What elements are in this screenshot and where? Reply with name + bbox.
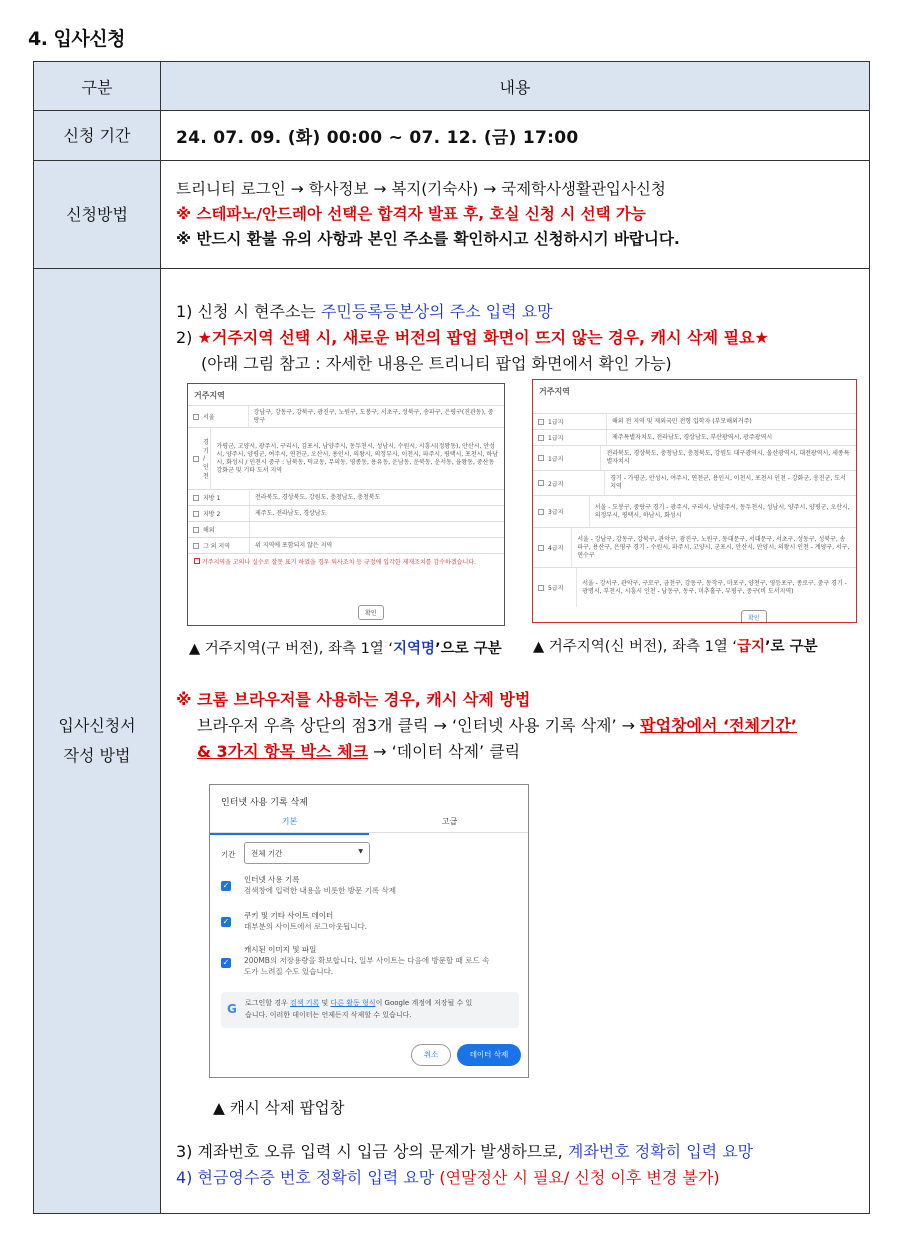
option-history: 인터넷 사용 기록 검색창에 입력한 내용을 비롯한 방문 기록 삭제 [244, 875, 396, 895]
instruction-1: 1) 신청 시 현주소는 주민등록등본상의 주소 입력 요망 [176, 302, 553, 321]
table-row: 4급지 서울 - 강남구, 강동구, 강북구, 관악구, 광진구, 노원구, 동대문구, 서대문구, 서초구, 성동구, 성북구, 송파구, 용산구, 은평구 경기 - 수원시, 파주시, 고양시, 군포시, 안산시, 안양시, 의왕시 인천 - 계양구, 서구, 연수구 [533, 527, 856, 567]
old-shot-warning: 거주지역을 고의나 실수로 잘못 표기 하였을 경우 퇴사조치 등 규정에 입각한 제재조치를 감수하겠습니다. [188, 553, 504, 569]
tab-advanced: 고급 [441, 817, 458, 826]
form-content [161, 269, 869, 1213]
instruction-2-note: (아래 그림 참고 : 자세한 내용은 트리니티 팝업 화면에서 확인 가능) [201, 354, 672, 373]
application-table [33, 61, 870, 1214]
section-title: 4. 입사신청 [28, 28, 125, 50]
cache-warning: ★거주지역 선택 시, 새로운 버전의 팝업 화면이 뜨지 않는 경우, 캐시 삭제 필요★ [197, 328, 769, 347]
table-row: 1급지 전라북도, 경상북도, 충청남도, 충청북도, 강원도 대구광역시, 울산광역시, 대전광역시, 세종특별자치시 [533, 445, 856, 470]
checkbox-icon [193, 456, 199, 462]
table-row: 지방 2 제주도, 전라남도, 경상남도 [188, 505, 504, 521]
option-cookies: 쿠키 및 기타 사이트 데이터 대부분의 사이트에서 로그아웃됩니다. [244, 911, 368, 931]
google-account-note: G 로그인할 경우 검색 기록 및 다른 활동 형식이 Google 계정에 저장될 수 있 습니다. 이러한 데이터는 언제든지 삭제할 수 있습니다. [221, 992, 519, 1028]
checkbox-icon [538, 585, 544, 591]
checkbox-icon [538, 509, 544, 515]
checkbox-icon [538, 435, 544, 441]
option-cache: 캐시된 이미지 및 파일 200MB의 저장용량을 확보합니다. 일부 사이트는 다음에 방문할 때 로드 속 도가 느려질 수도 있습니다. [244, 945, 490, 976]
table-row: 3급지 서울 - 도봉구, 중랑구 경기 - 광주시, 구리시, 남양주시, 동두천시, 성남시, 양주시, 양평군, 오산시, 의정부시, 평택시, 하남시, 화성시 [533, 495, 856, 527]
checkbox-icon [538, 455, 544, 461]
cache-delete-popup [209, 784, 529, 1078]
popup-title: 인터넷 사용 기록 삭제 [221, 798, 308, 808]
method-line-3: ※ 반드시 환불 유의 사항과 본인 주소를 확인하시고 신청하시기 바랍니다. [176, 230, 680, 248]
checkbox-icon [194, 558, 200, 564]
instruction-2: 2) ★거주지역 선택 시, 새로운 버전의 팝업 화면이 뜨지 않는 경우, 캐시 삭제 필요★ [176, 328, 769, 347]
method-line-1: 트리니티 로그인 → 학사정보 → 복지(기숙사) → 국제학사생활관입사신청 [176, 180, 666, 198]
method-label: 신청방법 [34, 161, 161, 269]
new-shot-confirm-button: 확인 [741, 610, 767, 623]
period-label: 신청 기간 [34, 111, 161, 161]
caret-down-icon: ▼ [358, 848, 363, 855]
checkbox-icon [193, 527, 199, 533]
period-select: 전체 기간 ▼ [244, 842, 370, 864]
table-row: 5급지 서울 - 강서구, 관악구, 구로구, 금천구, 강동구, 동작구, 마포구, 양천구, 영등포구, 종로구, 중구 경기 - 광명시, 부천시, 시흥시 인천 - 남동구, 동구, 미추홀구, 부평구, 중구(비 도서지역) [533, 567, 856, 607]
table-row: 서울 강남구, 강동구, 강북구, 광진구, 노원구, 도봉구, 서초구, 성북구, 송파구, 은평구(진관동), 중랑구 [188, 405, 504, 427]
table-row: 1급지 해외 전 지역 및 재외국민 전형 입학자 (부모해외거주) [533, 413, 856, 429]
chrome-step-line-1: 브라우저 우측 상단의 점3개 클릭 → ‘인터넷 사용 기록 삭제’ → 팝업창에서 ‘전체기간’ [197, 716, 797, 735]
caption-new-version: ▲ 거주지역(신 버전), 좌측 1열 ‘급지’로 구분 [533, 639, 818, 655]
old-shot-title: 거주지역 [194, 391, 225, 400]
account-note: 계좌번호 정확히 입력 요망 [567, 1142, 754, 1161]
checkbox-checked-icon: ✓ [222, 958, 230, 967]
form-label-line-2: 작성 방법 [63, 746, 131, 765]
form-label [34, 269, 161, 1214]
old-shot-confirm-button: 확인 [358, 605, 384, 620]
caption-old-version: ▲ 거주지역(구 버전), 좌측 1열 ‘지역명’으로 구분 [189, 641, 502, 657]
instruction-3: 3) 계좌번호 오류 입력 시 입금 상의 문제가 발생하므로, 계좌번호 정확히 입력 요망 [176, 1142, 754, 1161]
checkbox-icon [193, 495, 199, 501]
table-row: 그 외 지역 위 지역에 포함되지 않은 지역 [188, 537, 504, 553]
table-row: 지방 1 전라북도, 경상북도, 강원도, 충청남도, 충청북도 [188, 489, 504, 505]
checkbox-icon [193, 414, 199, 420]
popup-delete-data-button: 데이터 삭제 [457, 1044, 521, 1066]
table-row: 2급지 경기 - 가평군, 안성시, 여주시, 연천군, 용인시, 이천시, 포천시 인천 - 강화군, 옹진군, 도서지역 [533, 470, 856, 495]
header-category: 구분 [34, 62, 161, 111]
table-row: 1급지 제주특별자치도, 전라남도, 경상남도, 부산광역시, 광주광역시 [533, 429, 856, 445]
instruction-4: 4) 현금영수증 번호 정확히 입력 요망 (연말정산 시 필요/ 신청 이후 변경 불가) [176, 1168, 720, 1187]
new-shot-title: 거주지역 [539, 387, 570, 396]
google-logo-icon: G [227, 1002, 237, 1016]
popup-cancel-button: 취소 [411, 1044, 451, 1066]
checkbox-icon [538, 480, 544, 486]
period-value: 24. 07. 09. (화) 00:00 ~ 07. 12. (금) 17:00 [176, 128, 579, 148]
form-row [34, 269, 870, 1214]
caption-cache-popup: ▲ 캐시 삭제 팝업창 [213, 1099, 345, 1117]
period-select-label: 기간 [221, 850, 236, 859]
checkbox-checked-icon: ✓ [222, 881, 230, 890]
checkbox-icon [193, 511, 199, 517]
chrome-cache-title: ※ 크롬 브라우저를 사용하는 경우, 캐시 삭제 방법 [176, 690, 531, 709]
old-region-screenshot [187, 383, 505, 626]
address-note: 주민등록등본상의 주소 입력 요망 [320, 302, 553, 321]
header-content: 내용 [161, 62, 870, 111]
method-row [34, 161, 870, 269]
tab-basic: 기본 [210, 816, 369, 835]
table-row: 경기 / 인천 가평군, 고양시, 광주시, 구리시, 김포시, 남양주시, 동두천시, 성남시, 수원시, 시흥시(정왕동), 안산시, 안성시, 양주시, 양평군, 여주시, 연천군, 오산시, 용인시, 의왕시, 의정부시, 이천시, 파주시, 평택시, 포천시, 하남시, 화성시 / 인천시 중구 : 남북동, 덕교동, 무의동, 영종동, 용유동, 운남동, 운북동, 운서동, 을왕동, 중산동 강화군 및 기타 도서 지역 [188, 427, 504, 489]
table-row: 해외 [188, 521, 504, 537]
checkbox-icon [538, 419, 544, 425]
new-region-screenshot [532, 379, 857, 623]
checkbox-checked-icon: ✓ [222, 917, 230, 926]
method-line-2: ※ 스테파노/안드레아 선택은 합격자 발표 후, 호실 신청 시 선택 가능 [176, 205, 646, 223]
form-label-line-1: 입사신청서 [58, 716, 136, 735]
checkbox-icon [193, 543, 199, 549]
checkbox-icon [538, 545, 544, 551]
period-row [34, 111, 870, 161]
chrome-step-line-2: & 3가지 항목 박스 체크 → ‘데이터 삭제’ 클릭 [197, 742, 521, 761]
table-header-row [34, 62, 870, 111]
